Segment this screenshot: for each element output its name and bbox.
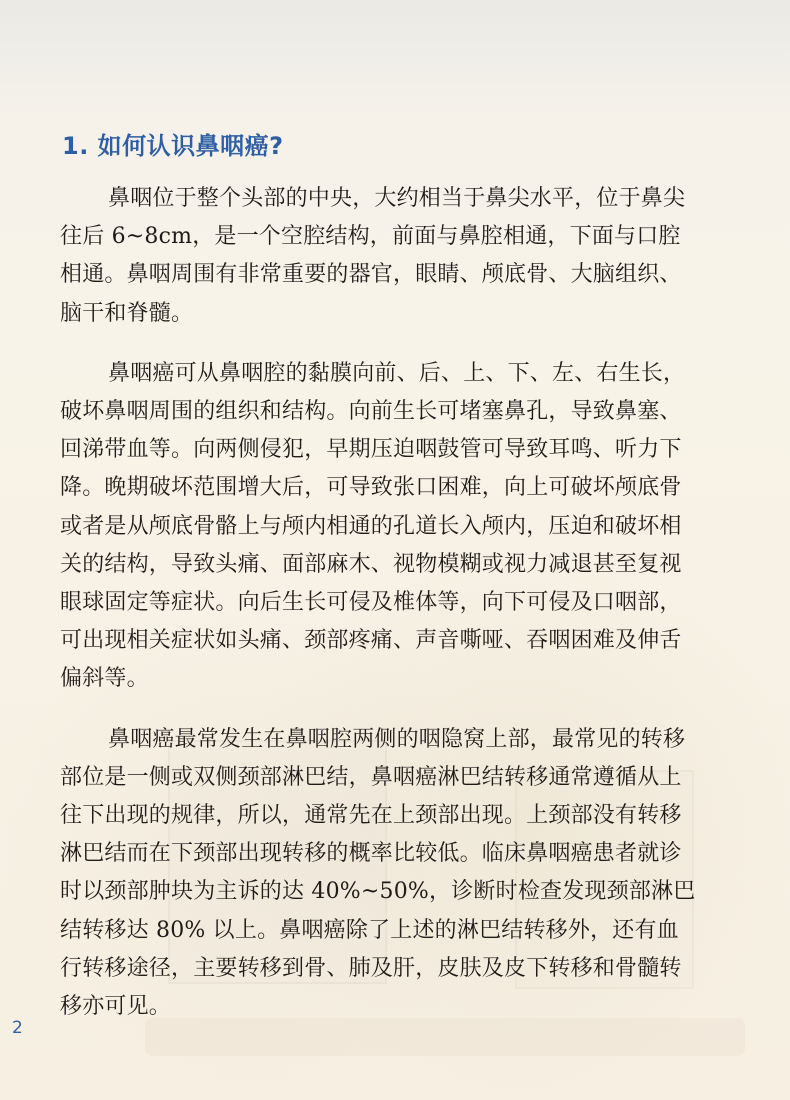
paragraph-2-line-6: 关的结构，导致头痛、面部麻木、视物模糊或视力减退甚至复视 xyxy=(60,551,682,577)
paragraph-3-line-8: 移亦可见。 xyxy=(60,994,172,1020)
paragraph-2-line-8: 可出现相关症状如头痛、颈部疼痛、声音嘶哑、吞咽困难及伸舌 xyxy=(60,628,682,654)
paragraph-3-line-3: 往下出现的规律，所以，通常先在上颈部出现。上颈部没有转移 xyxy=(60,803,682,829)
section-heading: 1. 如何认识鼻咽癌? xyxy=(62,132,284,160)
paragraph-3 xyxy=(60,721,742,1027)
paragraph-3-line-2: 部位是一侧或双侧颈部淋巴结，鼻咽癌淋巴结转移通常遵循从上 xyxy=(60,764,682,790)
paragraph-3-line-1: 鼻咽癌最常发生在鼻咽腔两侧的咽隐窝上部，最常见的转移 xyxy=(108,726,686,752)
top-shadow-band xyxy=(0,0,790,120)
paragraph-1-line-4: 脑干和脊髓。 xyxy=(60,300,194,326)
paragraph-3-line-4: 淋巴结而在下颈部出现转移的概率比较低。临床鼻咽癌患者就诊 xyxy=(60,841,682,867)
paragraph-1-line-2: 往后 6~8cm，是一个空腔结构，前面与鼻腔相通，下面与口腔 xyxy=(60,224,681,250)
paragraph-2-line-5: 或者是从颅底骨骼上与颅内相通的孔道长入颅内，压迫和破坏相 xyxy=(60,513,682,539)
paragraph-1-line-1: 鼻咽位于整个头部的中央，大约相当于鼻尖水平，位于鼻尖 xyxy=(108,186,686,211)
article-body xyxy=(60,180,742,1048)
paragraph-2 xyxy=(60,355,742,699)
paragraph-2-line-7: 眼球固定等症状。向后生长可侵及椎体等，向下可侵及口咽部， xyxy=(60,590,682,616)
paragraph-2-line-3: 回涕带血等。向两侧侵犯，早期压迫咽鼓管可导致耳鸣、听力下 xyxy=(60,437,682,463)
paragraph-3-line-5: 时以颈部肿块为主诉的达 40%~50%，诊断时检查发现颈部淋巴 xyxy=(60,879,696,905)
paragraph-1 xyxy=(60,180,742,333)
paragraph-2-line-2: 破坏鼻咽周围的组织和结构。向前生长可堵塞鼻孔，导致鼻塞、 xyxy=(60,399,682,425)
paragraph-2-line-1: 鼻咽癌可从鼻咽腔的黏膜向前、后、上、下、左、右生长， xyxy=(108,360,686,386)
paragraph-3-line-6: 结转移达 80% 以上。鼻咽癌除了上述的淋巴结转移外，还有血 xyxy=(60,917,679,943)
paragraph-1-line-3: 相通。鼻咽周围有非常重要的器官，眼睛、颅底骨、大脑组织、 xyxy=(60,262,682,288)
paragraph-3-line-7: 行转移途径，主要转移到骨、肺及肝，皮肤及皮下转移和骨髓转 xyxy=(60,955,682,981)
page-number: 2 xyxy=(12,1018,23,1038)
paragraph-2-line-9: 偏斜等。 xyxy=(60,666,149,692)
paragraph-2-line-4: 降。晚期破坏范围增大后，可导致张口困难，向上可破坏颅底骨 xyxy=(60,475,682,501)
